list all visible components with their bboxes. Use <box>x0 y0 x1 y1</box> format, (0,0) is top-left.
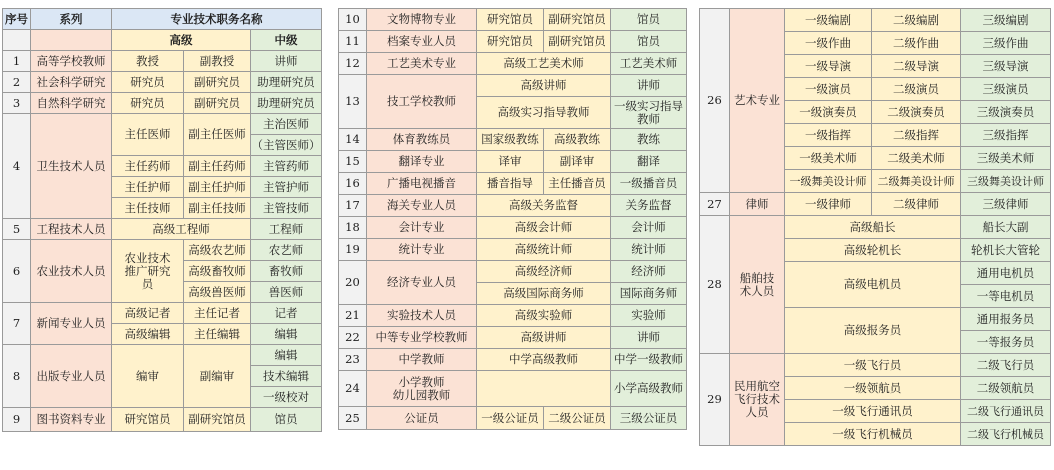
row-number: 26 <box>700 9 730 193</box>
series-name: 出版专业人员 <box>31 345 112 408</box>
title-senior-2: 副主任医师 <box>184 114 251 156</box>
title-middle: 统计师 <box>611 239 687 261</box>
title-senior-1: 国家级教练 <box>477 129 544 151</box>
series-name: 新闻专业人员 <box>31 303 112 345</box>
row-number: 20 <box>339 261 367 305</box>
title-middle: 船长大副 <box>961 216 1051 239</box>
row-number: 25 <box>339 407 367 430</box>
title-senior: 高级工程师 <box>112 219 251 240</box>
title-middle: 翻译 <box>611 151 687 173</box>
title-middle: 实验师 <box>611 305 687 327</box>
title-middle: 三级编剧 <box>961 9 1051 32</box>
series-name: 海关专业人员 <box>367 195 477 217</box>
series-name: 图书资料专业 <box>31 408 112 432</box>
header-title: 专业技术职务名称 <box>112 9 322 30</box>
title-middle: 三级作曲 <box>961 32 1051 55</box>
title-senior-2: 副编审 <box>184 345 251 408</box>
title-middle: 讲师 <box>251 51 322 72</box>
title-senior: 一级飞行机械员 <box>785 423 961 446</box>
title-middle: 助理研究员 <box>251 72 322 93</box>
row-number: 17 <box>339 195 367 217</box>
series-name: 翻译专业 <box>367 151 477 173</box>
title-senior: 高级船长 <box>785 216 961 239</box>
table-middle <box>338 8 687 430</box>
title-senior-1: 研究馆员 <box>112 408 184 432</box>
series-name: 技工学校教师 <box>367 75 477 129</box>
title-senior-1: 主任技师 <box>112 198 184 219</box>
title-middle: 工程师 <box>251 219 322 240</box>
title-middle: 二级领航员 <box>961 377 1051 400</box>
title-senior: 高级实习指导教师 <box>477 97 611 129</box>
title-senior-2: 二级舞美设计师 <box>872 170 961 193</box>
title-middle: 三级指挥 <box>961 124 1051 147</box>
title-senior-2: 副主任药师 <box>184 156 251 177</box>
title-middle: 主治医师 <box>251 114 322 135</box>
title-senior-2: 副研究馆员 <box>544 9 611 31</box>
row-number: 16 <box>339 173 367 195</box>
title-senior-2: 二级演奏员 <box>872 101 961 124</box>
row-number: 5 <box>3 219 31 240</box>
title-senior-1: 主任护师 <box>112 177 184 198</box>
title-senior: 高级电机员 <box>785 262 961 308</box>
title-middle: 工艺美术师 <box>611 53 687 75</box>
series-name: 体育教练员 <box>367 129 477 151</box>
title-senior-1: 主任医师 <box>112 114 184 156</box>
row-number: 22 <box>339 327 367 349</box>
series-name: 自然科学研究 <box>31 93 112 114</box>
title-senior-2: 二级作曲 <box>872 32 961 55</box>
row-number: 13 <box>339 75 367 129</box>
title-senior: 高级工艺美术师 <box>477 53 611 75</box>
row-number: 1 <box>3 51 31 72</box>
title-middle: 记者 <box>251 303 322 324</box>
title-senior-2: 主任记者 <box>184 303 251 324</box>
series-name: 实验技术人员 <box>367 305 477 327</box>
row-number: 15 <box>339 151 367 173</box>
title-senior: 高级报务员 <box>785 308 961 354</box>
title-senior-2: 二级导演 <box>872 55 961 78</box>
series-name: 中学教师 <box>367 349 477 371</box>
title-senior-1: 高级记者 <box>112 303 184 324</box>
title-senior: 高级统计师 <box>477 239 611 261</box>
title-senior-1: 研究员 <box>112 72 184 93</box>
title-senior-1: 播音指导 <box>477 173 544 195</box>
title-senior-2: 高级畜牧师 <box>184 261 251 282</box>
title-middle: 馆员 <box>251 408 322 432</box>
title-senior-1: 一级指挥 <box>785 124 872 147</box>
series-name: 农业技术人员 <box>31 240 112 303</box>
series-name: 公证员 <box>367 407 477 430</box>
title-middle: 三级导演 <box>961 55 1051 78</box>
title-senior-2: 副研究员 <box>184 72 251 93</box>
title-middle: 畜牧师 <box>251 261 322 282</box>
title-middle: 三级美术师 <box>961 147 1051 170</box>
title-middle: 一级校对 <box>251 387 322 408</box>
title-senior-2: 高级教练 <box>544 129 611 151</box>
title-senior: 高级讲师 <box>477 327 611 349</box>
series-name: 会计专业 <box>367 217 477 239</box>
series-name: 律师 <box>730 193 785 216</box>
title-middle: 教练 <box>611 129 687 151</box>
title-middle: 二级飞行机械员 <box>961 423 1051 446</box>
title-middle: 会计师 <box>611 217 687 239</box>
title-senior: 高级实验师 <box>477 305 611 327</box>
row-number: 11 <box>339 31 367 53</box>
series-name: 工艺美术专业 <box>367 53 477 75</box>
title-senior-1: 高级编辑 <box>112 324 184 345</box>
series-name <box>367 371 477 407</box>
title-senior-1: 研究员 <box>112 93 184 114</box>
title-senior-2: 高级兽医师 <box>184 282 251 303</box>
title-middle: 通用电机员 <box>961 262 1051 285</box>
title-senior: 高级讲师 <box>477 75 611 97</box>
title-senior-2: 二级编剧 <box>872 9 961 32</box>
series-name: 中等专业学校教师 <box>367 327 477 349</box>
title-senior-1: 一级公证员 <box>477 407 544 430</box>
title-middle: 小学高级教师 <box>611 371 687 407</box>
title-senior-1: 农业技术推广研究员 <box>112 240 184 303</box>
title-senior: 一级飞行通讯员 <box>785 400 961 423</box>
row-number: 21 <box>339 305 367 327</box>
title-senior-2: 二级演员 <box>872 78 961 101</box>
title-senior-2: 副研究馆员 <box>184 408 251 432</box>
title-middle: 讲师 <box>611 327 687 349</box>
series-name: 高等学校教师 <box>31 51 112 72</box>
series-name-line: 幼儿园教师 <box>392 387 451 402</box>
title-middle: 经济师 <box>611 261 687 283</box>
title-senior-1: 一级美术师 <box>785 147 872 170</box>
title-middle: 国际商务师 <box>611 283 687 305</box>
title-senior-2: 二级指挥 <box>872 124 961 147</box>
row-number: 23 <box>339 349 367 371</box>
series-name: 档案专业人员 <box>367 31 477 53</box>
title-senior-2: 副研究馆员 <box>544 31 611 53</box>
title-senior-1: 一级导演 <box>785 55 872 78</box>
series-name: 艺术专业 <box>730 9 785 193</box>
title-senior-2: 副研究员 <box>184 93 251 114</box>
series-name: 统计专业 <box>367 239 477 261</box>
title-senior: 高级经济师 <box>477 261 611 283</box>
series-name: 经济专业人员 <box>367 261 477 305</box>
title-senior: 高级国际商务师 <box>477 283 611 305</box>
title-middle: 主管技师 <box>251 198 322 219</box>
series-name: 民用航空飞行技术人员 <box>730 354 785 446</box>
row-number: 19 <box>339 239 367 261</box>
title-senior-2: 主任编辑 <box>184 324 251 345</box>
row-number: 28 <box>700 216 730 354</box>
row-number: 10 <box>339 9 367 31</box>
title-middle-note: （主管医师） <box>251 135 322 156</box>
row-number: 8 <box>3 345 31 408</box>
title-senior-2: 二级律师 <box>872 193 961 216</box>
title-senior-1: 主任药师 <box>112 156 184 177</box>
title-middle: 馆员 <box>611 31 687 53</box>
row-number: 9 <box>3 408 31 432</box>
table-left <box>2 8 322 432</box>
header-seq: 序号 <box>3 9 31 30</box>
series-name: 工程技术人员 <box>31 219 112 240</box>
title-middle: 编辑 <box>251 324 322 345</box>
title-middle: 二级飞行通讯员 <box>961 400 1051 423</box>
title-middle: 通用报务员 <box>961 308 1051 331</box>
title-middle: 三级演员 <box>961 78 1051 101</box>
row-number: 4 <box>3 114 31 219</box>
title-senior-2: 副主任护师 <box>184 177 251 198</box>
title-senior: 中学高级教师 <box>477 349 611 371</box>
title-middle: 关务监督 <box>611 195 687 217</box>
title-senior-1: 教授 <box>112 51 184 72</box>
title-senior-2: 二级公证员 <box>544 407 611 430</box>
title-senior-1: 编审 <box>112 345 184 408</box>
row-number: 3 <box>3 93 31 114</box>
title-senior-1: 一级演员 <box>785 78 872 101</box>
header-middle: 中级 <box>251 30 322 51</box>
row-number: 12 <box>339 53 367 75</box>
title-middle: 一级实习指导教师 <box>611 97 687 129</box>
title-middle: 农艺师 <box>251 240 322 261</box>
title-senior-1: 一级舞美设计师 <box>785 170 872 193</box>
title-senior-1: 译审 <box>477 151 544 173</box>
title-middle: 讲师 <box>611 75 687 97</box>
title-senior-1: 一级作曲 <box>785 32 872 55</box>
title-middle: 轮机长大管轮 <box>961 239 1051 262</box>
series-name: 社会科学研究 <box>31 72 112 93</box>
title-middle: 技术编辑 <box>251 366 322 387</box>
series-name: 卫生技术人员 <box>31 114 112 219</box>
row-number: 24 <box>339 371 367 407</box>
title-middle: 二级飞行员 <box>961 354 1051 377</box>
series-name: 文物博物专业 <box>367 9 477 31</box>
title-senior: 高级关务监督 <box>477 195 611 217</box>
title-senior-empty <box>477 371 611 407</box>
title-middle: 三级律师 <box>961 193 1051 216</box>
title-middle: 三级演奏员 <box>961 101 1051 124</box>
title-senior-2: 二级美术师 <box>872 147 961 170</box>
title-senior-1: 研究馆员 <box>477 9 544 31</box>
title-senior: 一级飞行员 <box>785 354 961 377</box>
title-senior-2: 高级农艺师 <box>184 240 251 261</box>
title-middle: 中学一级教师 <box>611 349 687 371</box>
row-number: 7 <box>3 303 31 345</box>
title-senior-2: 副主任技师 <box>184 198 251 219</box>
title-senior-1: 一级编剧 <box>785 9 872 32</box>
title-senior-2: 副教授 <box>184 51 251 72</box>
row-number: 29 <box>700 354 730 446</box>
title-middle: 馆员 <box>611 9 687 31</box>
series-name-line: 小学教师 <box>398 374 445 389</box>
title-middle: 一等报务员 <box>961 331 1051 354</box>
table-right <box>699 8 1051 446</box>
header-senior: 高级 <box>112 30 251 51</box>
title-senior-1: 研究馆员 <box>477 31 544 53</box>
title-middle: 三级公证员 <box>611 407 687 430</box>
series-name: 船舶技术人员 <box>730 216 785 354</box>
title-middle: 助理研究员 <box>251 93 322 114</box>
title-senior: 一级领航员 <box>785 377 961 400</box>
title-senior-2: 主任播音员 <box>544 173 611 195</box>
title-senior-1: 一级律师 <box>785 193 872 216</box>
title-middle: 编辑 <box>251 345 322 366</box>
title-middle: 一级播音员 <box>611 173 687 195</box>
row-number: 6 <box>3 240 31 303</box>
row-number: 18 <box>339 217 367 239</box>
title-senior: 高级会计师 <box>477 217 611 239</box>
title-middle: 主管药师 <box>251 156 322 177</box>
header-series: 系列 <box>31 9 112 30</box>
title-middle: 三级舞美设计师 <box>961 170 1051 193</box>
title-senior-1: 一级演奏员 <box>785 101 872 124</box>
title-senior: 高级轮机长 <box>785 239 961 262</box>
row-number: 27 <box>700 193 730 216</box>
series-name: 广播电视播音 <box>367 173 477 195</box>
title-senior-2: 副译审 <box>544 151 611 173</box>
title-middle: 主管护师 <box>251 177 322 198</box>
row-number: 14 <box>339 129 367 151</box>
title-middle: 一等电机员 <box>961 285 1051 308</box>
row-number: 2 <box>3 72 31 93</box>
title-middle: 兽医师 <box>251 282 322 303</box>
